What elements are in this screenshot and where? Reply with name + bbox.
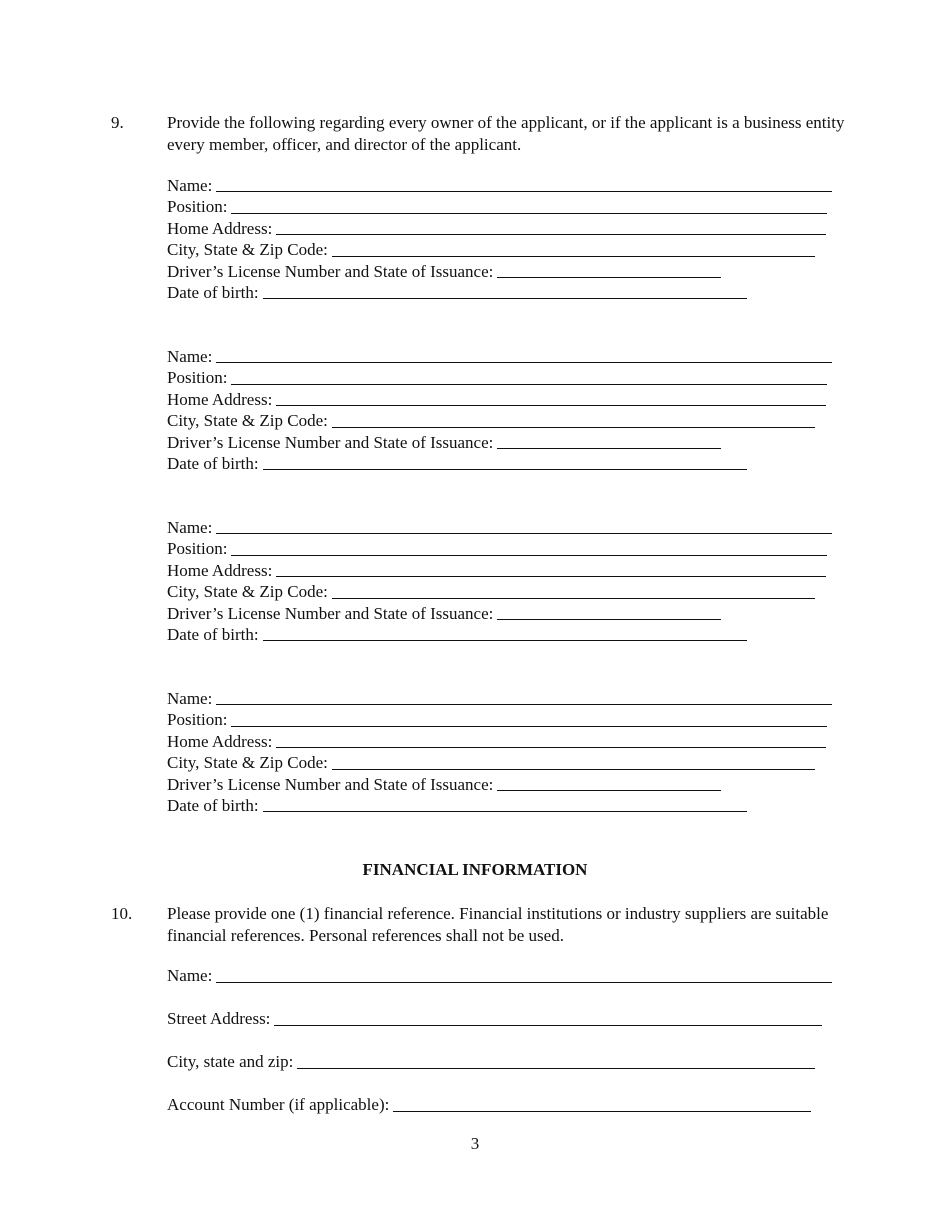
owner-license-blank[interactable]: [497, 276, 721, 278]
owner-home-address-field: [167, 560, 847, 581]
owner-license-label: Driver’s License Number and State of Issuance:: [167, 432, 494, 452]
owner-license-label: Driver’s License Number and State of Issuance:: [167, 774, 494, 794]
owner-license-field: [167, 432, 847, 453]
reference-name-label: Name:: [167, 966, 213, 985]
owner-position-blank[interactable]: [231, 554, 827, 556]
owner-city-state-zip-blank[interactable]: [332, 597, 815, 599]
owner-position-blank[interactable]: [231, 725, 827, 727]
owner-home-address-blank[interactable]: [276, 575, 826, 577]
owner-position-blank[interactable]: [231, 383, 827, 385]
owner-dob-field: [167, 453, 847, 474]
owner-position-label: Position:: [167, 539, 228, 559]
owner-home-address-blank[interactable]: [276, 746, 826, 748]
owner-position-field: [167, 709, 847, 730]
owner-home-address-label: Home Address:: [167, 389, 273, 409]
owner-name-label: Name:: [167, 175, 213, 195]
page-number: 3: [470, 1134, 480, 1153]
owner-position-blank[interactable]: [231, 212, 827, 214]
owner-dob-label: Date of birth:: [167, 453, 259, 473]
reference-city-state-zip-label: City, state and zip:: [167, 1052, 294, 1071]
owner-city-state-zip-blank[interactable]: [332, 768, 815, 770]
reference-name-blank[interactable]: [216, 981, 832, 983]
owner-license-label: Driver’s License Number and State of Issuance:: [167, 603, 494, 623]
owner-dob-field: [167, 624, 847, 645]
owner-city-state-zip-label: City, State & Zip Code:: [167, 582, 328, 602]
owner-dob-blank[interactable]: [263, 468, 747, 470]
financial-information-heading: FINANCIAL INFORMATION: [362, 860, 588, 879]
reference-city-state-zip-blank[interactable]: [297, 1067, 815, 1069]
reference-street-address-field: [167, 1008, 822, 1030]
owner-position-field: [167, 196, 847, 217]
owner-city-state-zip-blank[interactable]: [332, 255, 815, 257]
owner-city-state-zip-blank[interactable]: [332, 426, 815, 428]
owner-dob-field: [167, 795, 847, 816]
reference-street-address-blank[interactable]: [274, 1024, 822, 1026]
question-10-number: 10.: [111, 904, 133, 923]
reference-name-field: [167, 965, 832, 987]
owner-home-address-label: Home Address:: [167, 560, 273, 580]
owner-position-field: [167, 538, 847, 559]
owner-name-label: Name:: [167, 346, 213, 366]
owner-license-blank[interactable]: [497, 447, 721, 449]
question-10-text: Please provide one (1) financial reference. Financial institutions or industry suppliers are suitable financial references. Personal references shall not be used.: [167, 904, 829, 945]
reference-account-number-blank[interactable]: [393, 1110, 811, 1112]
owner-block-3: [167, 517, 847, 645]
owner-city-state-zip-field: [167, 752, 847, 773]
owner-license-field: [167, 774, 847, 795]
reference-account-number-field: [167, 1094, 811, 1116]
owner-license-blank[interactable]: [497, 618, 721, 620]
owner-position-label: Position:: [167, 197, 228, 217]
owner-license-field: [167, 261, 847, 282]
owner-home-address-field: [167, 731, 847, 752]
reference-account-number-label: Account Number (if applicable):: [167, 1095, 390, 1114]
owner-home-address-blank[interactable]: [276, 233, 826, 235]
owner-name-blank[interactable]: [216, 703, 832, 705]
owner-dob-label: Date of birth:: [167, 282, 259, 302]
owner-name-blank[interactable]: [216, 190, 832, 192]
owner-name-field: [167, 346, 847, 367]
owner-home-address-field: [167, 389, 847, 410]
owner-name-blank[interactable]: [216, 361, 832, 363]
owner-dob-label: Date of birth:: [167, 624, 259, 644]
owner-home-address-label: Home Address:: [167, 218, 273, 238]
owner-position-label: Position:: [167, 710, 228, 730]
owner-name-blank[interactable]: [216, 532, 832, 534]
owner-license-field: [167, 603, 847, 624]
owner-block-4: [167, 688, 847, 816]
owner-dob-blank[interactable]: [263, 297, 747, 299]
owner-dob-label: Date of birth:: [167, 795, 259, 815]
owner-dob-field: [167, 282, 847, 303]
owner-dob-blank[interactable]: [263, 810, 747, 812]
owner-city-state-zip-field: [167, 239, 847, 260]
question-9-number: 9.: [111, 113, 124, 132]
owner-name-field: [167, 517, 847, 538]
owner-block-1: [167, 175, 847, 303]
owner-city-state-zip-label: City, State & Zip Code:: [167, 753, 328, 773]
owner-city-state-zip-label: City, State & Zip Code:: [167, 240, 328, 260]
question-9-text: Provide the following regarding every owner of the applicant, or if the applicant is a business entity every member, officer, and director of the applicant.: [167, 113, 845, 154]
owner-position-field: [167, 367, 847, 388]
owner-home-address-label: Home Address:: [167, 731, 273, 751]
owner-block-2: [167, 346, 847, 474]
owner-name-field: [167, 688, 847, 709]
owner-home-address-field: [167, 218, 847, 239]
owner-license-label: Driver’s License Number and State of Issuance:: [167, 261, 494, 281]
owner-city-state-zip-label: City, State & Zip Code:: [167, 411, 328, 431]
owner-home-address-blank[interactable]: [276, 404, 826, 406]
reference-street-address-label: Street Address:: [167, 1009, 271, 1028]
owner-name-label: Name:: [167, 688, 213, 708]
owner-city-state-zip-field: [167, 410, 847, 431]
owner-city-state-zip-field: [167, 581, 847, 602]
owner-name-label: Name:: [167, 517, 213, 537]
owner-license-blank[interactable]: [497, 789, 721, 791]
owner-name-field: [167, 175, 847, 196]
owner-dob-blank[interactable]: [263, 639, 747, 641]
owner-position-label: Position:: [167, 368, 228, 388]
reference-city-state-zip-field: [167, 1051, 815, 1073]
